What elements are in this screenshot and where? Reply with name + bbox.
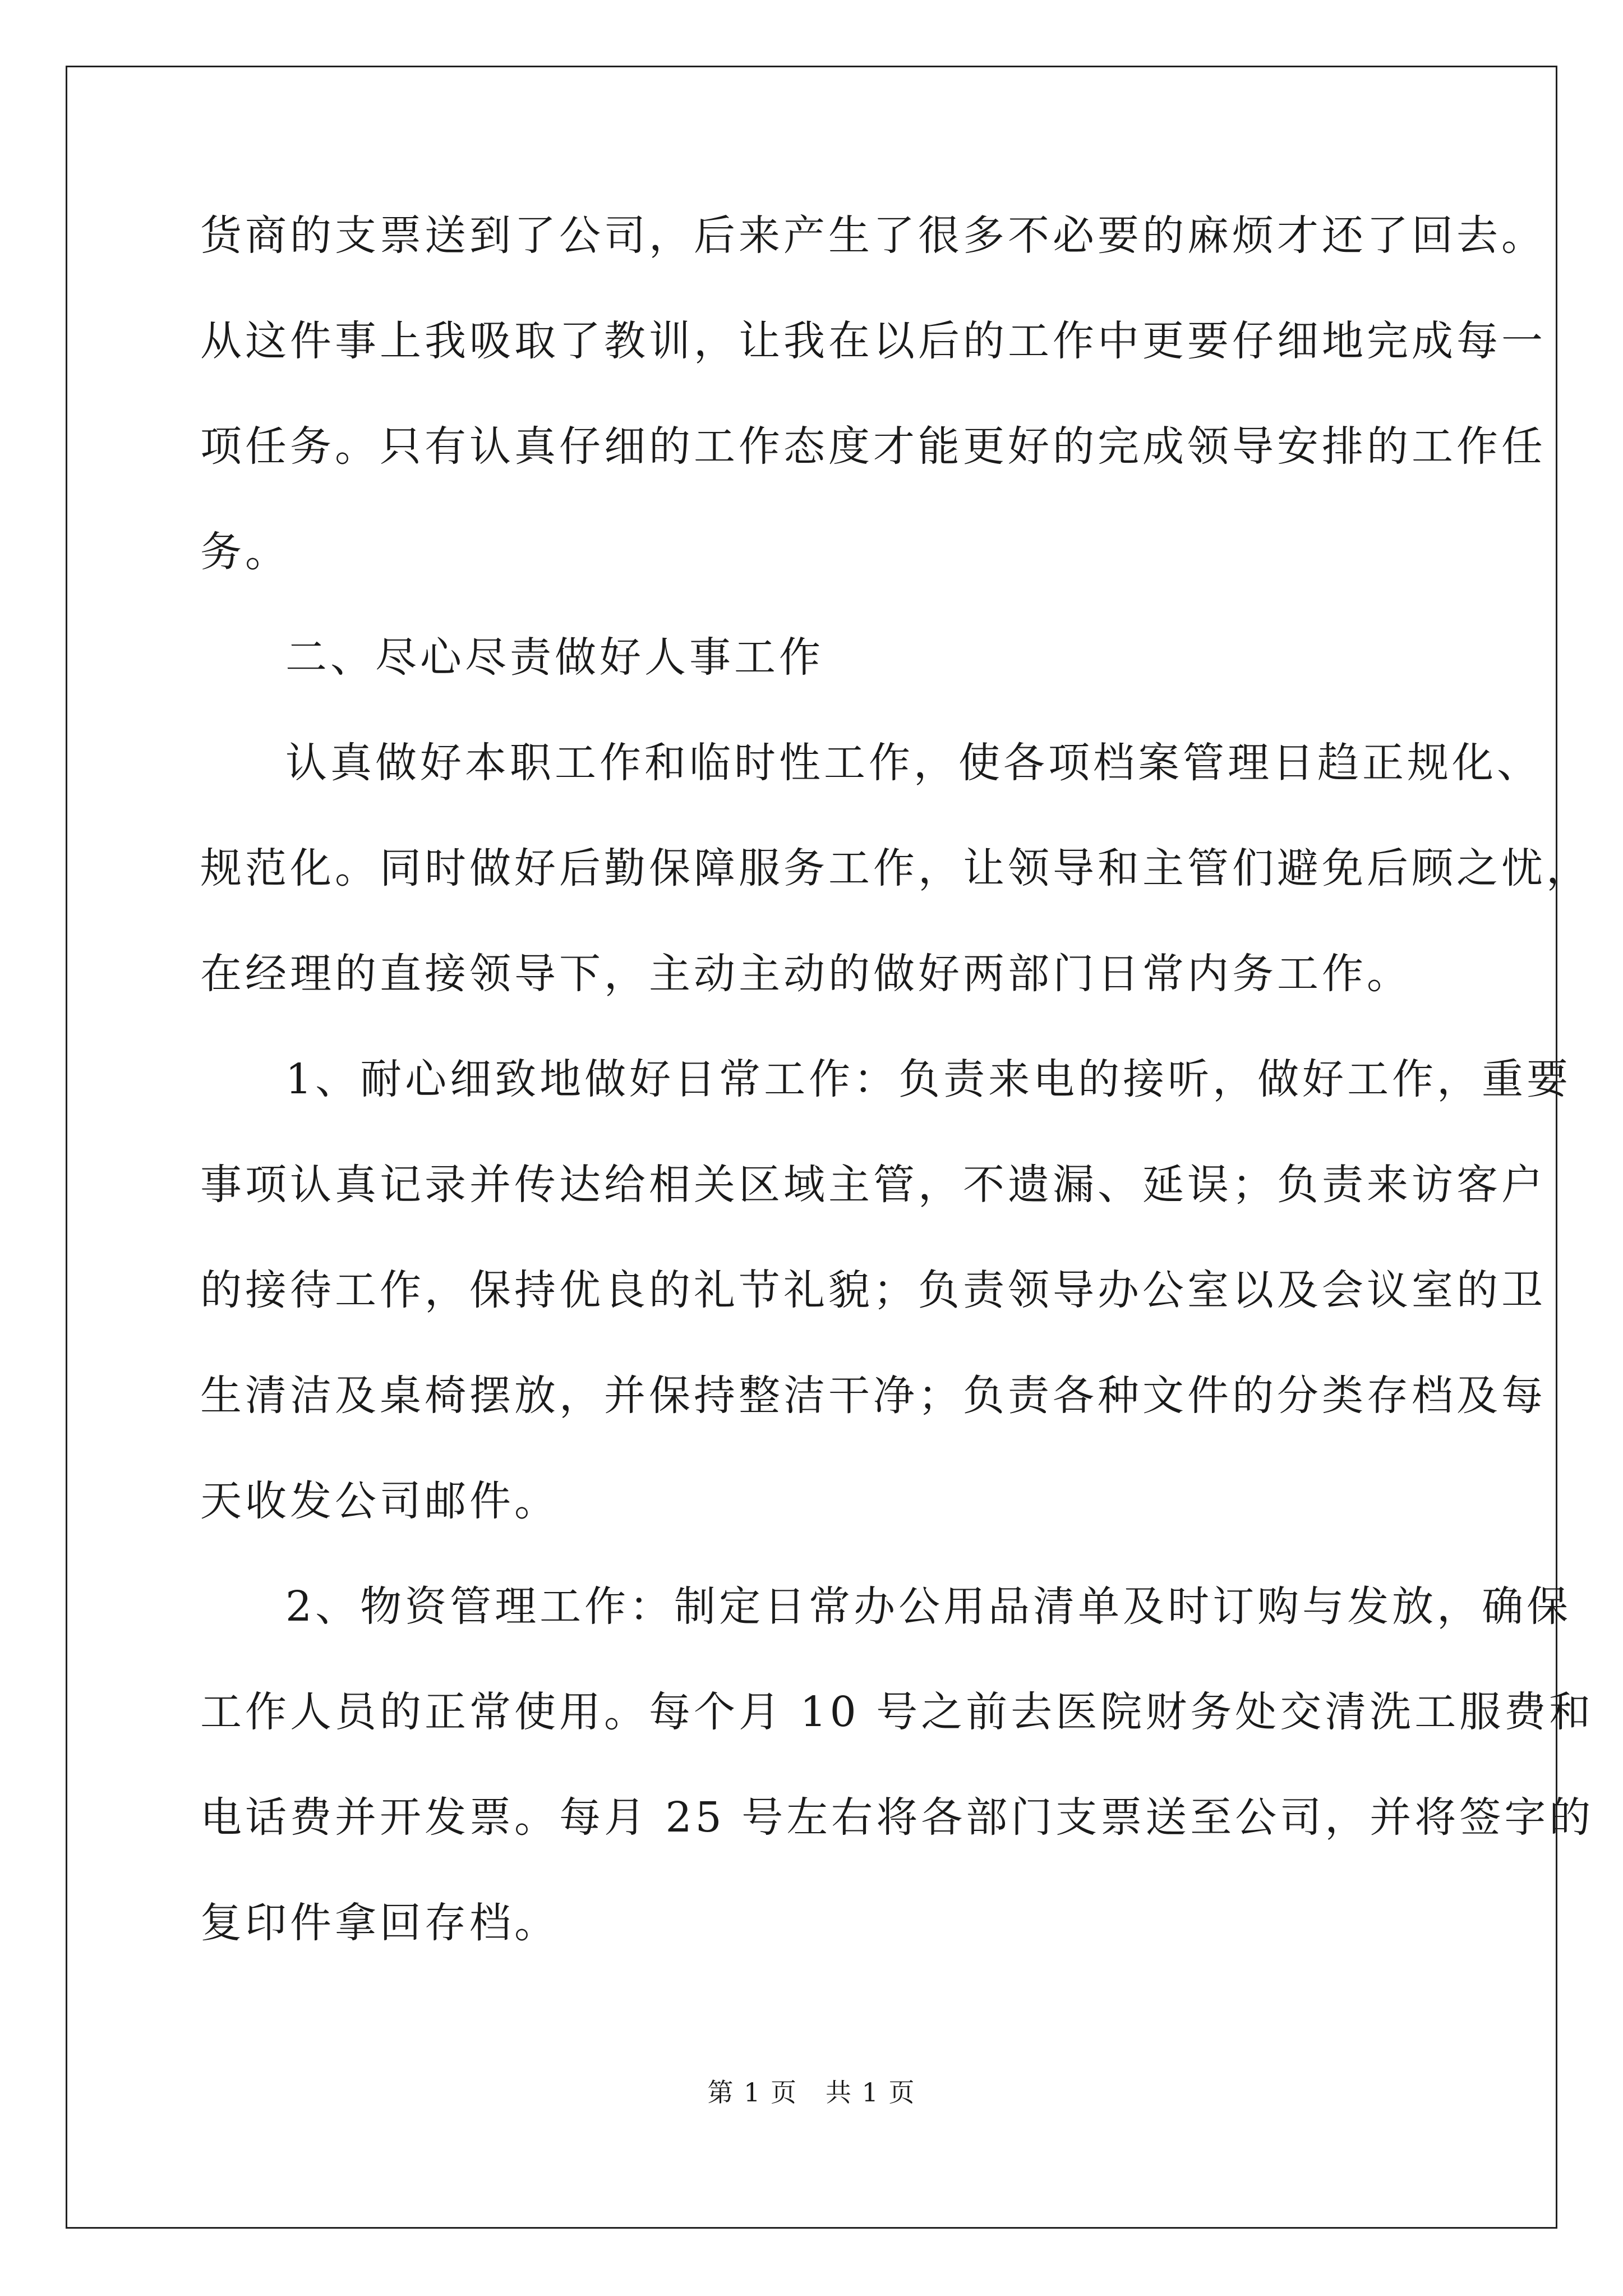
page-total: 共 1 页 [826, 2077, 916, 2108]
section-heading: 二、尽心尽责做好人事工作 [285, 633, 824, 682]
text-line: 2、物资管理工作：制定日常办公用品清单及时订购与发放，确保 [285, 1582, 1572, 1631]
text-line: 认真做好本职工作和临时性工作，使各项档案管理日趋正规化、 [285, 739, 1542, 787]
text-line: 规范化。同时做好后勤保障服务工作，让领导和主管们避免后顾之忧， [200, 844, 1591, 892]
text-line: 1、耐心细致地做好日常工作：负责来电的接听，做好工作，重要 [285, 1055, 1572, 1103]
text-line: 从这件事上我吸取了教训，让我在以后的工作中更要仔细地完成每一 [200, 317, 1546, 365]
text-line: 的接待工作，保持优良的礼节礼貌；负责领导办公室以及会议室的卫 [200, 1266, 1546, 1314]
text-line: 事项认真记录并传达给相关区域主管，不遗漏、延误；负责来访客户 [200, 1161, 1546, 1209]
page-footer [0, 2076, 1623, 2109]
text-line: 工作人员的正常使用。每个月 10 号之前去医院财务处交清洗工服费和 [200, 1688, 1594, 1736]
text-line: 电话费并开发票。每月 25 号左右将各部门支票送至公司，并将签字的 [200, 1793, 1594, 1842]
text-line: 天收发公司邮件。 [200, 1477, 559, 1525]
text-line: 务。 [200, 528, 290, 576]
page-number: 第 1 页 [707, 2077, 797, 2108]
text-line: 项任务。只有认真仔细的工作态度才能更好的完成领导安排的工作任 [200, 422, 1546, 471]
text-line: 在经理的直接领导下，主动主动的做好两部门日常内务工作。 [200, 950, 1412, 998]
text-line: 货商的支票送到了公司，后来产生了很多不必要的麻烦才还了回去。 [200, 211, 1546, 260]
text-line: 生清洁及桌椅摆放，并保持整洁干净；负责各种文件的分类存档及每 [200, 1372, 1546, 1420]
text-line: 复印件拿回存档。 [200, 1899, 559, 1947]
